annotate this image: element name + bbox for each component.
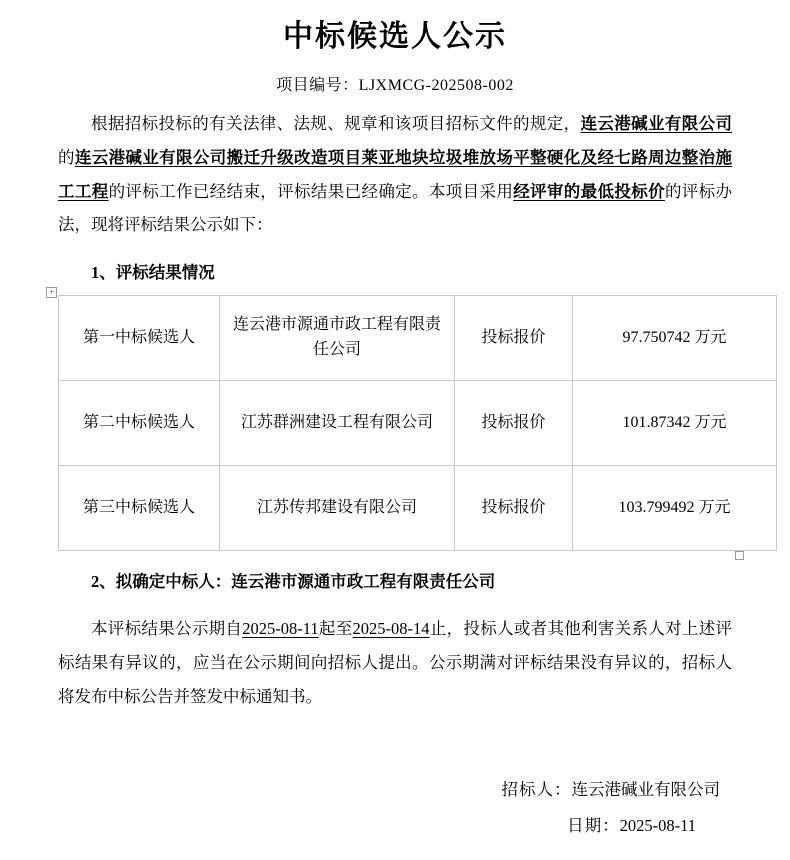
notice-prefix: 本评标结果公示期自 bbox=[91, 619, 243, 639]
intro-tenderer: 连云港碱业有限公司 bbox=[580, 114, 733, 133]
intro-after-project: 的评标工作已经结束，评标结果已经确定。本项目采用 bbox=[108, 181, 514, 201]
project-number-label: 项目编号： bbox=[276, 77, 359, 94]
signoff-date-line bbox=[58, 808, 720, 844]
project-number-value: LJXMCG-202508-002 bbox=[358, 77, 514, 94]
table-resize-handle-icon[interactable] bbox=[735, 551, 744, 560]
bid-price-value: 103.799492 万元 bbox=[573, 466, 777, 551]
table-move-handle-icon[interactable]: + bbox=[46, 287, 57, 298]
notice-suffix: 止，投标人或者其他利害关系人对上述评标结果有异议的，应当在公示期间向招标人提出。公示期满对评标结果没有异议的，招标人将发布中标公告并签发中标通知书。 bbox=[58, 619, 733, 706]
signoff-tenderer-label: 招标人： bbox=[501, 779, 572, 799]
candidate-rank: 第一中标候选人 bbox=[59, 296, 220, 381]
evaluation-result-table bbox=[58, 295, 777, 551]
publicity-start-date: 2025-08-11 bbox=[242, 619, 319, 639]
intro-evaluation-method: 经评审的最低投标价 bbox=[513, 181, 665, 201]
signoff-date-value: 2025-08-11 bbox=[619, 815, 696, 835]
intro-prefix: 根据招标投标的有关法律、法规、规章和该项目招标文件的规定， bbox=[91, 114, 581, 133]
publicity-end-date: 2025-08-14 bbox=[352, 619, 430, 639]
project-number-line bbox=[58, 72, 732, 95]
section-2-label: 2、拟确定中标人： bbox=[91, 572, 232, 592]
intro-middle: 的 bbox=[58, 147, 75, 167]
signoff-tenderer-line bbox=[58, 772, 720, 808]
intro-suffix: 的评标办法，现将评标结果公示如下： bbox=[58, 181, 733, 235]
section-2-heading bbox=[58, 565, 732, 598]
intro-project-name: 连云港碱业有限公司搬迁升级改造项目莱亚地块垃圾堆放场平整硬化及经七路周边整治施工工程 bbox=[58, 147, 733, 201]
table-row bbox=[59, 296, 777, 381]
page-title: 中标候选人公示 bbox=[283, 20, 507, 53]
notice-middle: 起至 bbox=[318, 619, 353, 639]
notice-paragraph bbox=[58, 612, 732, 713]
result-table-wrapper bbox=[48, 287, 732, 551]
bid-price-label: 投标报价 bbox=[455, 381, 573, 466]
table-row bbox=[59, 381, 777, 466]
candidate-name: 江苏群洲建设工程有限公司 bbox=[220, 381, 455, 466]
candidate-name: 江苏传邦建设有限公司 bbox=[220, 466, 455, 551]
winner-name: 连云港市源通市政工程有限责任公司 bbox=[231, 572, 496, 592]
candidate-rank: 第三中标候选人 bbox=[59, 466, 220, 551]
document-page bbox=[0, 16, 790, 860]
bid-price-value: 97.750742 万元 bbox=[573, 296, 777, 381]
signoff-date-label: 日期： bbox=[567, 815, 620, 835]
signoff-block bbox=[58, 772, 732, 845]
section-1-heading: 1、评标结果情况 bbox=[91, 263, 215, 283]
intro-paragraph bbox=[58, 107, 732, 242]
bid-price-label: 投标报价 bbox=[455, 466, 573, 551]
bid-price-label: 投标报价 bbox=[455, 296, 573, 381]
candidate-name: 连云港市源通市政工程有限责任公司 bbox=[220, 296, 455, 381]
signoff-tenderer-name: 连云港碱业有限公司 bbox=[571, 779, 720, 799]
candidate-rank: 第二中标候选人 bbox=[59, 381, 220, 466]
table-row bbox=[59, 466, 777, 551]
bid-price-value: 101.87342 万元 bbox=[573, 381, 777, 466]
